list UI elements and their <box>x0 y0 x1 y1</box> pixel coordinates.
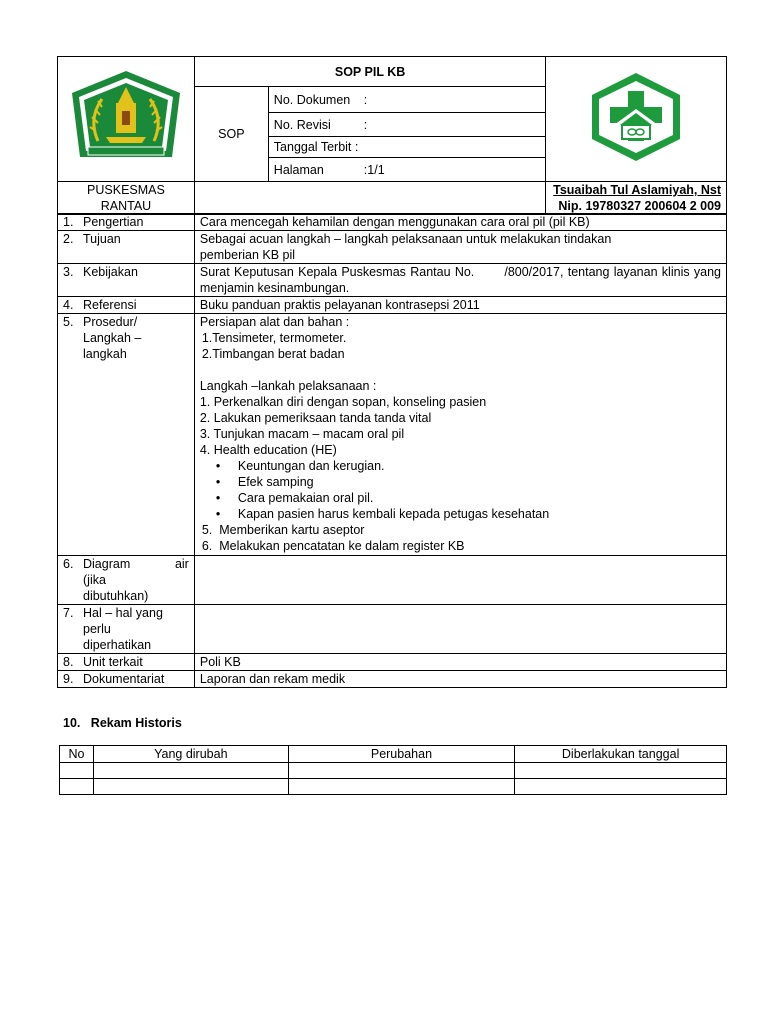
he-bullet-list <box>200 458 721 522</box>
blank-cell <box>194 182 545 215</box>
list-item: 1.Tensimeter, termometer. <box>201 331 347 345</box>
list-item: • Efek samping <box>238 474 721 490</box>
row-text-empty <box>194 556 726 605</box>
row-text: Buku panduan praktis pelayanan kontrasepsi 2011 <box>194 297 726 314</box>
table-row <box>58 671 727 688</box>
signer-name: Tsuaibah Tul Aslamiyah, Nst <box>553 183 721 197</box>
field-halaman: Halaman :1/1 <box>268 158 545 182</box>
row-label: 6. Diagram air (jika dibutuhkan) <box>58 556 195 605</box>
row-text: Sebagai acuan langkah – langkah pelaksanaan untuk melakukan tindakan pemberian KB pil <box>194 231 726 264</box>
left-logo-cell <box>58 57 195 182</box>
list-item: 1. Perkenalkan diri dengan sopan, konseling pasien <box>199 395 487 409</box>
row-label: 5. Prosedur/ Langkah – langkah <box>58 314 195 556</box>
content-table <box>57 213 727 688</box>
table-row <box>60 779 727 795</box>
history-header-date: Diberlakukan tanggal <box>515 746 727 763</box>
puskesmas-logo-icon <box>584 69 688 165</box>
right-logo-cell <box>546 57 727 182</box>
table-row <box>58 556 727 605</box>
procedure-cell <box>194 314 726 556</box>
emblem-motto: KASEH PAPE SETIE MATI <box>95 158 157 164</box>
list-item: • Keuntungan dan kerugian. <box>238 458 721 474</box>
row-label: 2. Tujuan <box>58 231 195 264</box>
row-label: 8. Unit terkait <box>58 654 195 671</box>
row-text: Poli KB <box>194 654 726 671</box>
field-tanggal-terbit: Tanggal Terbit : <box>268 137 545 158</box>
table-row <box>58 654 727 671</box>
signer-block <box>546 182 727 215</box>
list-item: • Cara pemakaian oral pil. <box>238 490 721 506</box>
row-label: 4. Referensi <box>58 297 195 314</box>
table-row <box>58 314 727 556</box>
field-no-revisi: No. Revisi : <box>268 113 545 137</box>
table-row <box>58 231 727 264</box>
list-item: 3. Tunjukan macam – macam oral pil <box>199 427 405 441</box>
list-item: 5. Memberikan kartu aseptor <box>201 523 365 537</box>
signer-nip: Nip. 19780327 200604 2 009 <box>558 199 721 213</box>
history-header-change: Perubahan <box>288 746 515 763</box>
row-text: Laporan dan rekam medik <box>194 671 726 688</box>
header-table <box>57 56 727 215</box>
list-item: 4. Health education (HE) <box>199 443 337 457</box>
list-item: 6. Melakukan pencatatan ke dalam register KB <box>201 539 465 553</box>
table-row <box>60 763 727 779</box>
steps-title: Langkah –lankah pelaksanaan : <box>199 379 377 393</box>
list-item: 2. Lakukan pemeriksaan tanda tanda vital <box>199 411 432 425</box>
row-label: 7. Hal – hal yang perlu diperhatikan <box>58 605 195 654</box>
row-text: Surat Keputusan Kepala Puskesmas Rantau No. /800/2017, tentang layanan klinis yang menjamin kesinambungan. <box>194 264 726 297</box>
row-label: 9. Dokumentariat <box>58 671 195 688</box>
table-row <box>58 264 727 297</box>
field-no-dokumen: No. Dokumen : <box>268 87 545 113</box>
table-row <box>58 297 727 314</box>
document-title: SOP PIL KB <box>194 57 545 87</box>
history-header-no: No <box>60 746 94 763</box>
history-header-changed: Yang dirubah <box>93 746 288 763</box>
table-row <box>58 214 727 231</box>
list-item: 2.Timbangan berat badan <box>201 347 345 361</box>
row-label: 1. Pengertian <box>58 214 195 231</box>
row-text-empty <box>194 605 726 654</box>
table-row <box>58 605 727 654</box>
history-title: 10. Rekam Historis <box>63 716 182 730</box>
sop-label: SOP <box>194 87 268 182</box>
prep-title: Persiapan alat dan bahan : <box>199 315 350 329</box>
table-row <box>60 746 727 763</box>
aceh-emblem-icon <box>68 69 184 161</box>
list-item: • Kapan pasien harus kembali kepada petugas kesehatan <box>238 506 721 522</box>
row-text: Cara mencegah kehamilan dengan menggunakan cara oral pil (pil KB) <box>194 214 726 231</box>
history-table <box>59 745 727 795</box>
row-label: 3. Kebijakan <box>58 264 195 297</box>
organization-name: PUSKESMAS RANTAU <box>58 182 195 215</box>
